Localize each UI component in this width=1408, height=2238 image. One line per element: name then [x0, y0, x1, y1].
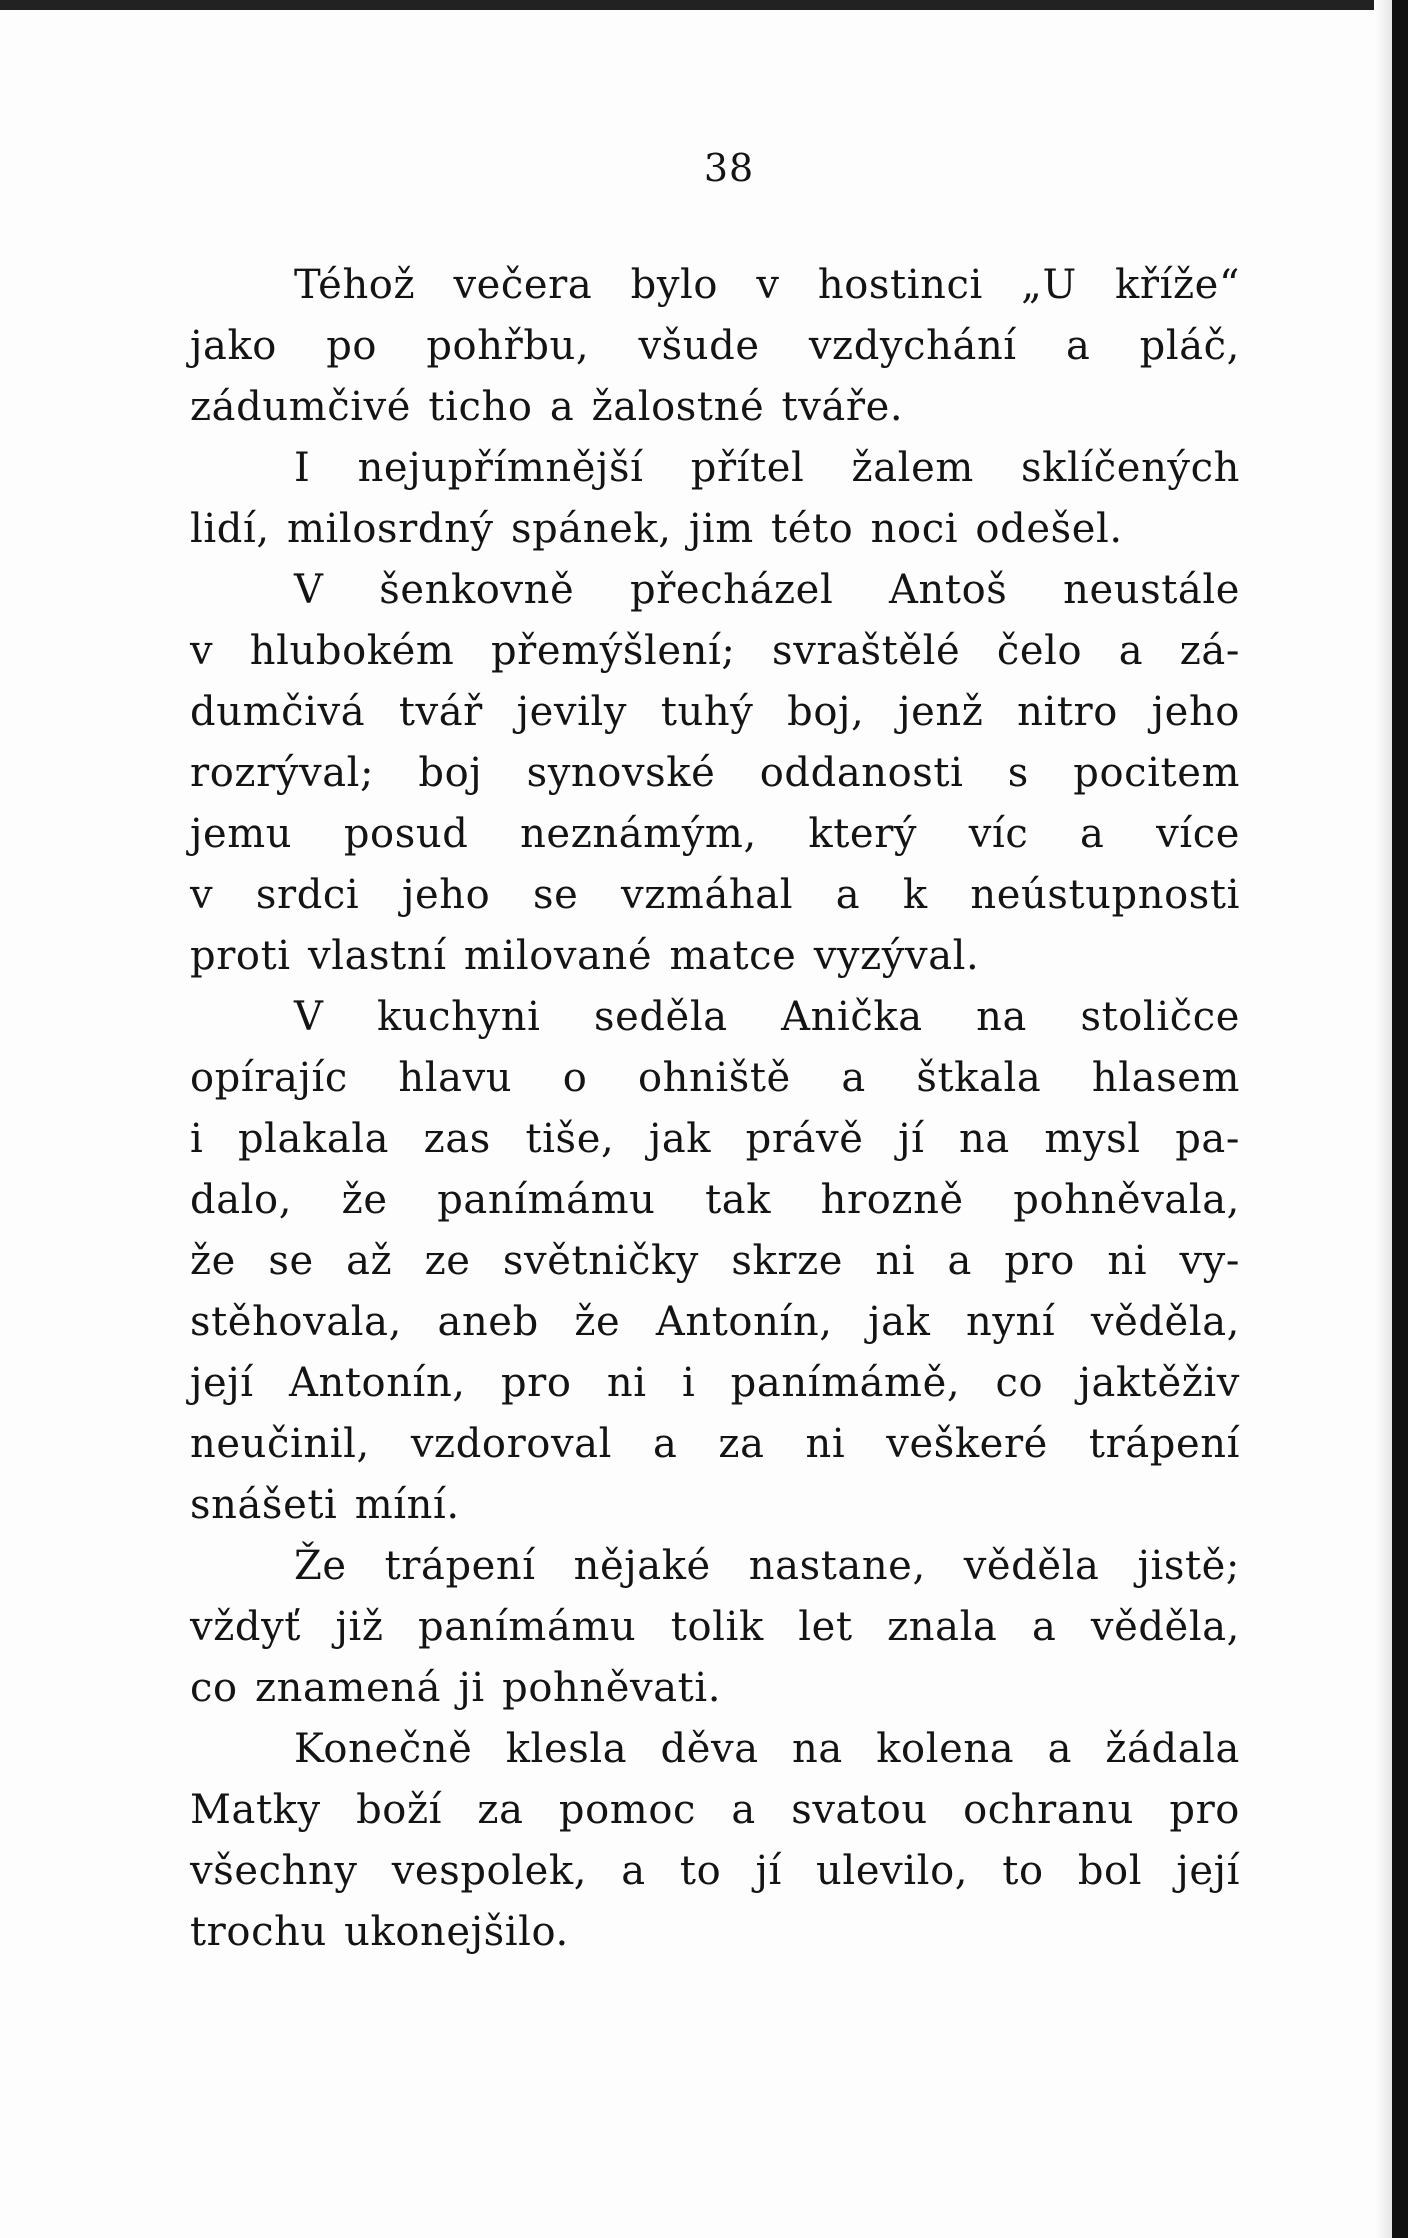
text-line: i plakala zas tiše, jak právě jí na mysl pa-: [190, 1116, 1240, 1162]
text-line: proti vlastní milované matce vyzýval.: [190, 933, 980, 979]
text-line: co znamená ji pohněvati.: [190, 1665, 722, 1711]
text-line: všechny vespolek, a to jí ulevilo, to bol její: [190, 1848, 1240, 1894]
scan-right-edge: [1392, 0, 1408, 2238]
text-line: stěhovala, aneb že Antonín, jak nyní věděla,: [190, 1299, 1240, 1345]
text-line: vždyť již panímámu tolik let znala a věděla,: [190, 1604, 1240, 1650]
text-line: že se až ze světničky skrze ni a pro ni vy-: [190, 1238, 1240, 1284]
text-line: trochu ukonejšilo.: [190, 1909, 569, 1955]
text-line: Že trápení nějaké nastane, věděla jistě;: [294, 1543, 1240, 1589]
text-line: lidí, milosrdný spánek, jim této noci odešel.: [190, 506, 1123, 552]
text-line: její Antonín, pro ni i panímámě, co jaktěživ: [190, 1360, 1240, 1406]
scan-top-edge: [0, 0, 1408, 10]
text-line: neučinil, vzdoroval a za ni veškeré trápení: [190, 1421, 1240, 1467]
text-line: Matky boží za pomoc a svatou ochranu pro: [190, 1787, 1240, 1833]
text-line: jako po pohřbu, všude vzdychání a pláč,: [190, 323, 1240, 369]
text-line: zádumčivé ticho a žalostné tváře.: [190, 384, 904, 430]
text-line: Téhož večera bylo v hostinci „U kříže“: [294, 262, 1240, 308]
text-line: v hlubokém přemýšlení; svraštělé čelo a zá-: [190, 628, 1240, 674]
text-line: rozrýval; boj synovské oddanosti s pocitem: [190, 750, 1240, 796]
text-line: Konečně klesla děva na kolena a žádala: [294, 1726, 1240, 1772]
text-line: dalo, že panímámu tak hrozně pohněvala,: [190, 1177, 1240, 1223]
text-line: V šenkovně přecházel Antoš neustále: [294, 567, 1240, 613]
text-line: dumčivá tvář jevily tuhý boj, jenž nitro jeho: [190, 689, 1240, 735]
text-line: opírajíc hlavu o ohniště a štkala hlasem: [190, 1055, 1240, 1101]
page-gutter-shadow: [1374, 0, 1392, 2238]
text-line: V kuchyni seděla Anička na stoličce: [294, 994, 1240, 1040]
text-line: I nejupřímnější přítel žalem sklíčených: [294, 445, 1240, 491]
text-line: v srdci jeho se vzmáhal a k neústupnosti: [190, 872, 1240, 918]
text-line: snášeti míní.: [190, 1482, 460, 1528]
page-number: [0, 146, 1408, 190]
body-text: [190, 255, 1240, 1963]
page-number-text: 38: [703, 146, 755, 190]
text-line: jemu posud neznámým, který víc a více: [190, 811, 1240, 857]
